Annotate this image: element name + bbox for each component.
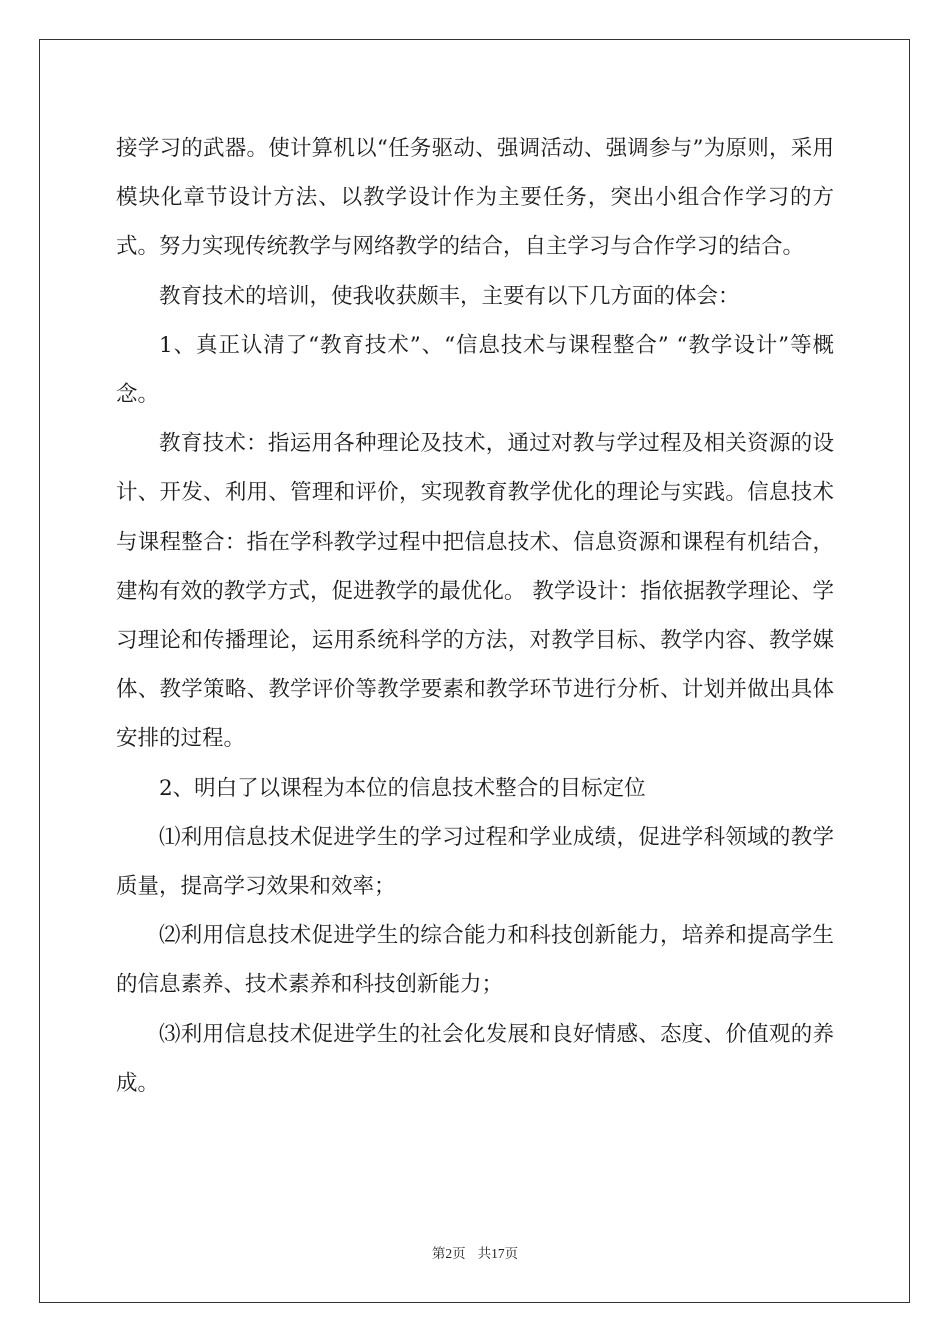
page-number: 第2页 <box>431 1246 466 1261</box>
paragraph: 接学习的武器。使计算机以“任务驱动、强调活动、强调参与”为原则，采用模块化章节设计方法、以教学设计作为主要任务，突出小组合作学习的方式。努力实现传统教学与网络教学的结合，自主学习与合作学习的结合。 <box>116 136 834 260</box>
page-total: 共17页 <box>477 1246 519 1261</box>
paragraph: ⑶利用信息技术促进学生的社会化发展和良好情感、态度、价值观的养成。 <box>116 1021 834 1096</box>
paragraph: 2、明白了以课程为本位的信息技术整合的目标定位 <box>159 775 646 801</box>
page-footer <box>0 1244 950 1264</box>
paragraph: 教育技术的培训，使我收获颇丰，主要有以下几方面的体会： <box>159 283 740 309</box>
paragraph: ⑵利用信息技术促进学生的综合能力和科技创新能力，培养和提高学生的信息素养、技术素养和科技创新能力； <box>116 923 834 998</box>
paragraph: ⑴利用信息技术促进学生的学习过程和学业成绩，促进学科领域的教学质量，提高学习效果和效率； <box>116 824 834 900</box>
paragraph: 教育技术：指运用各种理论及技术，通过对教与学过程及相关资源的设计、开发、利用、管理和评价，实现教育教学优化的理论与实践。信息技术与课程整合：指在学科教学过程中把信息技术、信息资源和课程有机结合，建构有效的教学方式，促进教学的最优化。 教学设计：指依据教学理论、学习理论和传播理论，运用系统科学的方法，对教学目标、教学内容、教学媒体、教学策略、教学评价等教学要素和教学环节进行分析、计划并做出具体安排的过程。 <box>116 431 834 752</box>
document-body <box>116 124 834 1108</box>
paragraph: 1、真正认清了“教育技术”、“信息技术与课程整合” “教学设计”等概念。 <box>116 332 834 408</box>
